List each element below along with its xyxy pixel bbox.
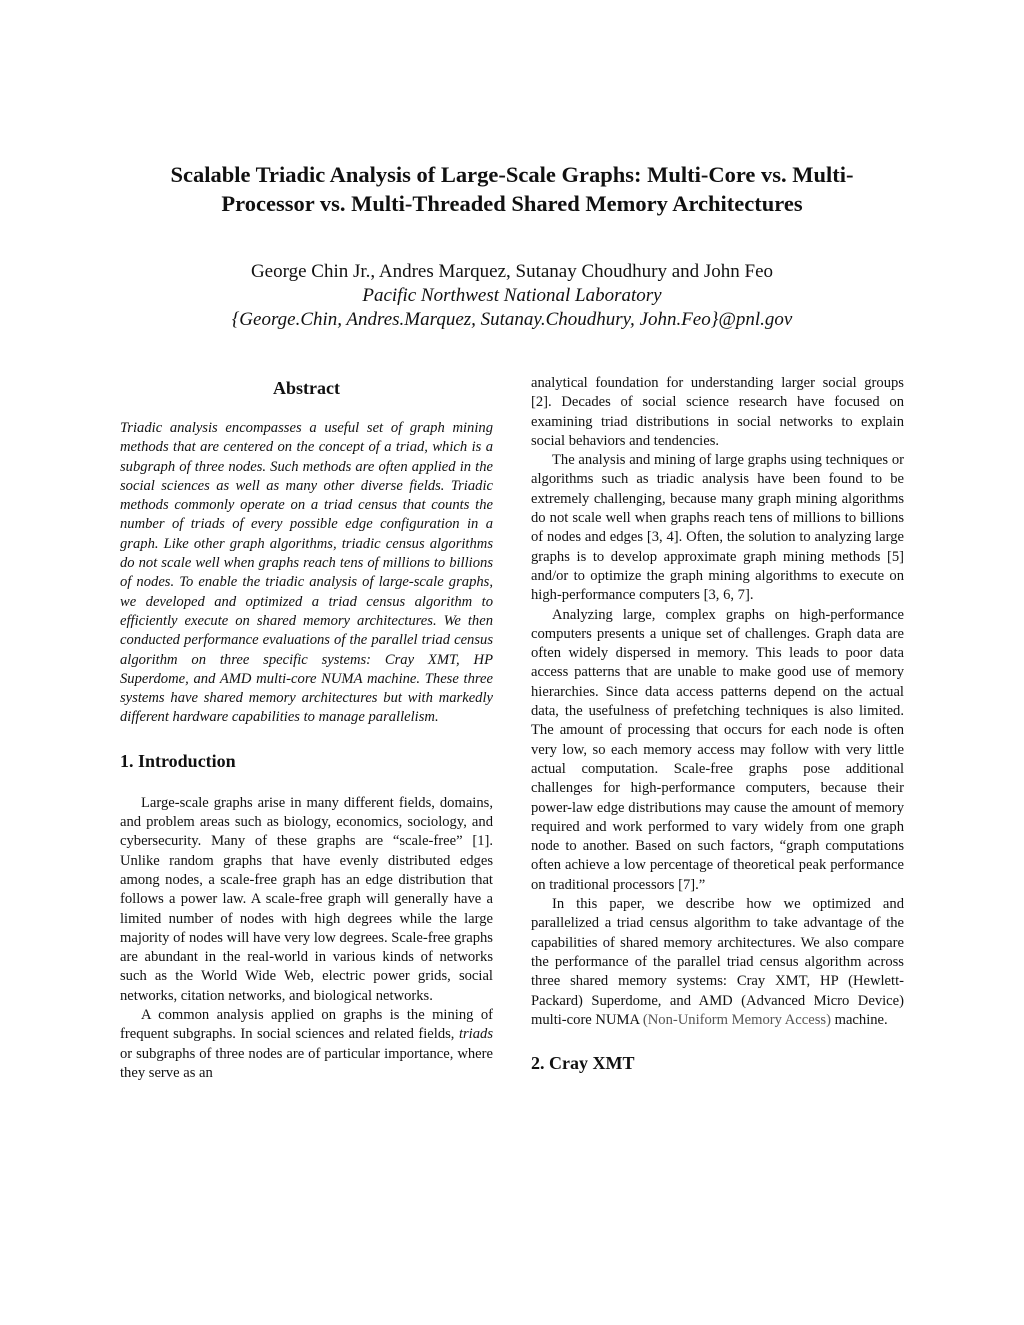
intro-paragraph-2-start: A common analysis applied on graphs is the mining of frequent subgraphs. In social sciences and related fields, xyxy=(120,1007,493,1043)
abstract-text: Triadic analysis encompasses a useful set of graph mining methods that are centered on the concept of a triad, which is a subgraph of three nodes. Such methods are often applied in the social sciences as well as many other diverse fields. Triadic methods commonly operate on a triad census that counts the number of triads of every possible edge configuration in a graph. Like other graph algorithms, triadic census algorithms do not scale well when graphs reach tens of millions to billions of nodes. To enable the triadic analysis of large-scale graphs, we developed and optimized a triad census algorithm to efficiently execute on shared memory architectures. We then conducted performance evaluations of the parallel triad census algorithm on three specific systems: Cray XMT, HP Superdome, and AMD multi-core NUMA machine. These three systems have shared memory architectures but with markedly different hardware capabilities to manage parallelism. xyxy=(120,420,493,726)
cray-xmt-heading: 2. Cray XMT xyxy=(531,1053,635,1074)
intro-paragraph-2 xyxy=(120,1006,493,1083)
paper-title xyxy=(120,160,904,218)
left-column xyxy=(120,374,493,1083)
intro-paragraph-5-end: machine. xyxy=(830,1011,888,1028)
intro-paragraph-4: Analyzing large, complex graphs on high-performance computers presents a unique set of challenges. Graph data are often widely dispersed in memory. This leads to poor data access patterns that are unable to make good use of memory hierarchies. Since data access patterns depend on the actual data, the usefulness of prefetching techniques is also limited. The amount of processing that occurs for each node is often very low, so each memory access may follow with very little actual computation. Scale-free graphs pose additional challenges for high-performance computers, because their power-law edge distributions may cause the amount of memory required and work performed to vary widely from one graph node to another. Based on such factors, “graph computations often achieve a low percentage of theoretical peak performance on traditional processors [7].” xyxy=(531,606,904,893)
triads-term: triads xyxy=(458,1026,493,1043)
intro-paragraph-5-main: In this paper, we describe how we optimized and parallelized a triad census algorithm to take advantage of the capabilities of shared memory architectures. We also compare the performance of the parallel triad census algorithm across three shared memory systems: Cray XMT, HP (Hewlett-Packard) Superdome, and AMD (Advanced Micro Device) multi-core NUMA xyxy=(531,896,904,1028)
intro-paragraph-2-end: or subgraphs of three nodes are of particular importance, where they serve as an xyxy=(120,1045,493,1081)
intro-paragraph-2-continued: analytical foundation for understanding larger social groups [2]. Decades of social science research have focused on examining triad distributions in social networks to explain social behaviors and tendencies. xyxy=(531,375,904,449)
numa-expansion: (Non-Uniform Memory Access) xyxy=(642,1011,831,1028)
author-emails: {George.Chin, Andres.Marquez, Sutanay.Choudhury, John.Feo}@pnl.gov xyxy=(231,309,793,330)
abstract-heading: Abstract xyxy=(273,378,340,398)
intro-paragraph-3: The analysis and mining of large graphs using techniques or algorithms such as triadic analysis have been found to be extremely challenging, because many graph mining algorithms do not scale well when graphs reach tens of millions to billions of nodes and edges [3, 4]. Often, the solution to analyzing large graphs is to develop approximate graph mining methods [5] and/or to optimize the graph mining algorithms to execute on high-performance computers [3, 6, 7]. xyxy=(531,452,904,604)
title-line-2: Processor vs. Multi-Threaded Shared Memory Architectures xyxy=(221,191,803,216)
introduction-heading: 1. Introduction xyxy=(120,750,236,771)
intro-paragraph-1: Large-scale graphs arise in many different fields, domains, and problem areas such as biology, economics, sociology, and cybersecurity. Many of these graphs are “scale-free” [1]. Unlike random graphs that have evenly distributed edges among nodes, a scale-free graph has an edge distribution that follows a power law. A scale-free graph will generally have a limited number of nodes with high degrees while the large majority of nodes will have very low degrees. Scale-free graphs are abundant in the real-world in various kinds of networks such as the World Wide Web, electric power grids, social networks, citation networks, and biological networks. xyxy=(120,794,493,1004)
author-names: George Chin Jr., Andres Marquez, Sutanay Choudhury and John Feo xyxy=(250,261,774,282)
right-column xyxy=(531,374,904,1096)
title-line-1: Scalable Triadic Analysis of Large-Scale Graphs: Multi-Core vs. Multi- xyxy=(170,162,854,187)
author-block xyxy=(120,260,904,332)
author-affiliation: Pacific Northwest National Laboratory xyxy=(362,285,662,306)
intro-paragraph-5 xyxy=(531,895,904,1030)
